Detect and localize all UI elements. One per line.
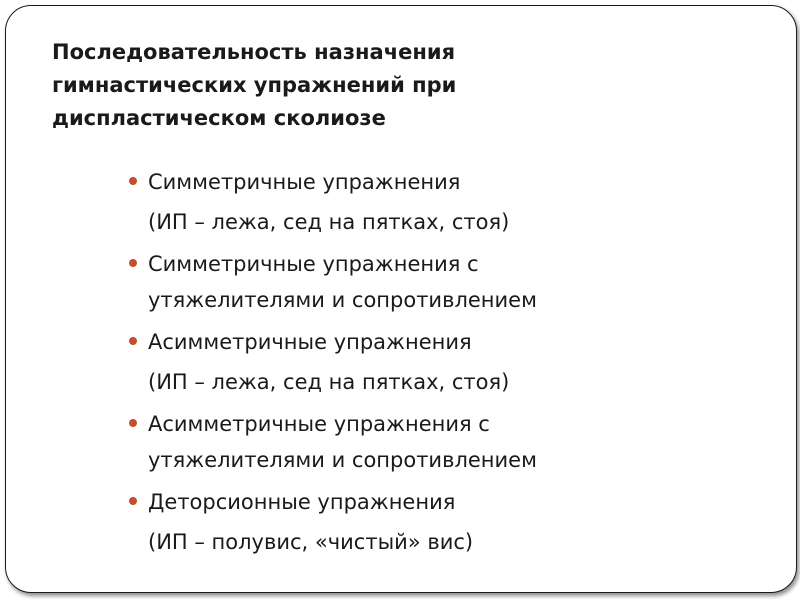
list-item	[120, 406, 760, 478]
list-item	[120, 164, 760, 200]
list-item	[120, 484, 760, 520]
list-item	[120, 324, 760, 360]
bullet-list	[120, 164, 760, 560]
list-item-subtext	[120, 364, 760, 400]
list-item-text: (ИП – лежа, сед на пятках, стоя)	[148, 370, 510, 394]
bullet-icon	[129, 337, 137, 345]
list-item-text: Асимметричные упражнения с	[148, 412, 490, 436]
list-item	[120, 246, 760, 318]
list-item-text: Симметричные упражнения с	[148, 252, 479, 276]
bullet-icon	[129, 419, 137, 427]
list-item-subtext	[120, 524, 760, 560]
bullet-icon	[129, 259, 137, 267]
slide-title: Последовательность назначения гимнастических упражнений при диспластическом сколиозе	[52, 40, 457, 130]
list-item-text: (ИП – полувис, «чистый» вис)	[148, 530, 474, 554]
list-item-text: Симметричные упражнения	[148, 170, 461, 194]
list-item-subtext	[120, 204, 760, 240]
bullet-icon	[129, 177, 137, 185]
list-item-text: Деторсионные упражнения	[148, 490, 456, 514]
list-item-text: (ИП – лежа, сед на пятках, стоя)	[148, 210, 510, 234]
list-item-text: Асимметричные упражнения	[148, 330, 472, 354]
list-item-text: утяжелителями и сопротивлением	[148, 448, 537, 472]
list-item-text: утяжелителями и сопротивлением	[148, 288, 537, 312]
bullet-icon	[129, 497, 137, 505]
